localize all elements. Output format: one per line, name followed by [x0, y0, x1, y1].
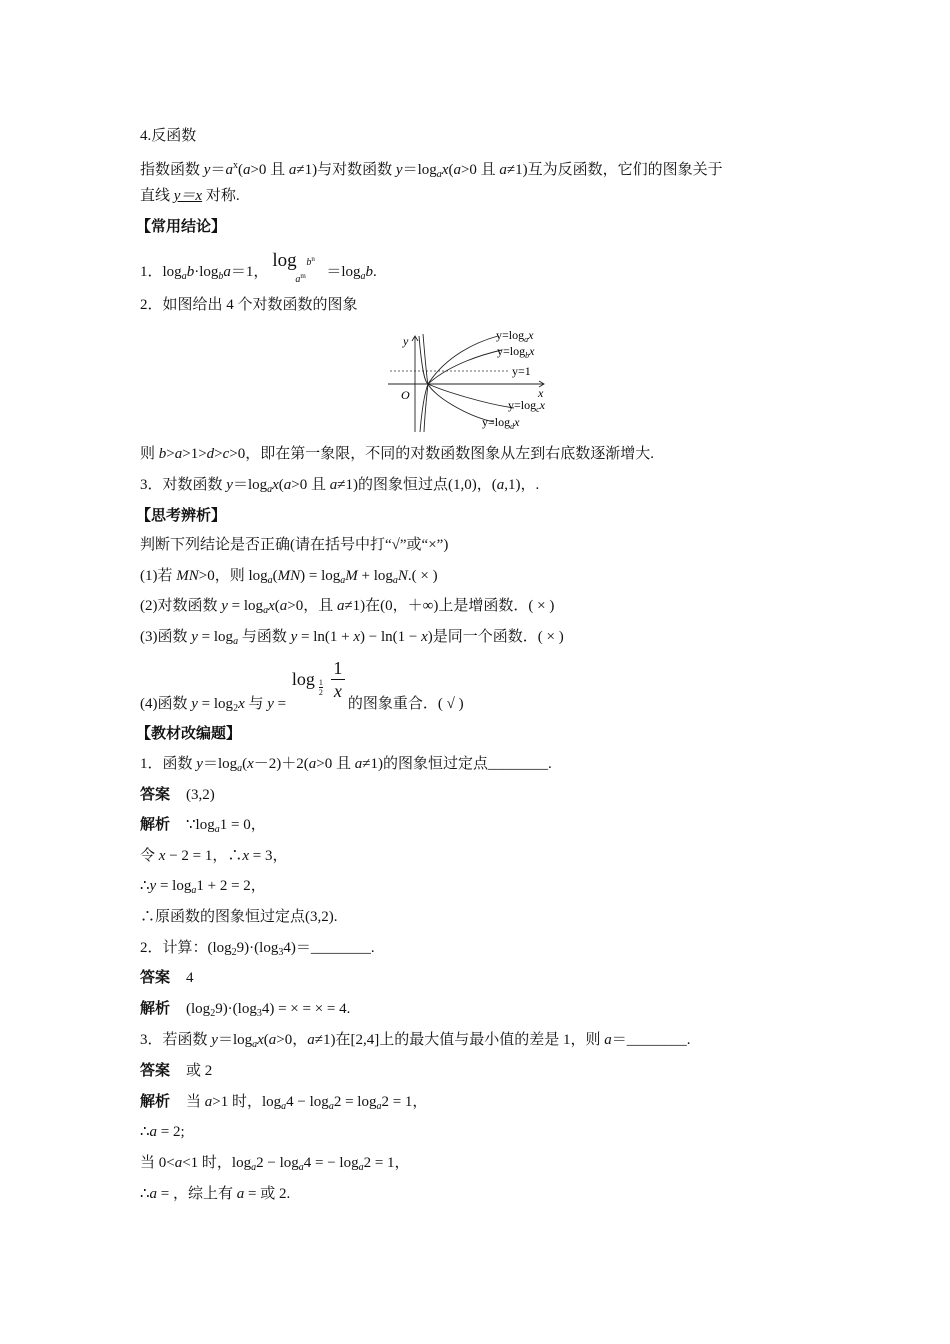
judge-item-3: (3)函数 $y = \log_a$ 与函数 y = ln(1 + x) − ln(1 − x)是同一个函数．( × ) [140, 629, 564, 647]
judge-instructions: 判断下列结论是否正确(请在括号中打“√”或“×”) [140, 537, 449, 553]
label-log-c: $y=\log_cx$ [508, 398, 545, 414]
heading-think-judge: 【思考辨析】 [136, 508, 227, 524]
section-4-line-1: 指数函数 $y=a^x(a>0$ 且 a≠1)与对数函数 $y=\log_ax(a>0$ 且 a≠1)互为反函数，它们的图象关于 [140, 160, 723, 180]
conclusion-1: 1．$\log_ab\cdot\log_ba=1$， log $a^m$ $b^n$ $=\log_ab$. [140, 250, 377, 285]
label-log-a: $y=\log_ax$ [496, 328, 534, 344]
curve-log-d [423, 334, 494, 422]
solution-1-line-2: 令 x − 2 = 1，∴x = 3， [140, 848, 288, 864]
y-equals-1-label: y=1 [512, 364, 531, 378]
conclusion-3: 3．对数函数 $y=\log_ax(a>0$ 且 a≠1)的图象恒过点(1,0)，(a,1)，. [140, 477, 540, 495]
heading-textbook: 【教材改编题】 [136, 726, 242, 742]
judge-item-1: (1)若 MN>0，则 $\log_a(MN) = \log_aM + \log_aN$.( × ) [140, 568, 438, 586]
x-axis-label: x [538, 386, 544, 400]
answer-1: 答案 (3,2) [140, 787, 215, 803]
symmetry-line: y＝x [173, 188, 203, 204]
heading-common-conclusions: 【常用结论】 [136, 219, 227, 235]
solution-2: 解析 $(\log_29)\cdot(\log_34)$ = × = × = 4. [140, 1001, 351, 1019]
section-4-title: 4.反函数 [140, 128, 197, 144]
origin-label: O [401, 388, 410, 402]
solution-1-line-3: ∴y = $\log_a1 + 2 = 2$， [140, 878, 266, 896]
solution-3-line-3: 当 0<a<1 时，$\log_a2 - \log_a4$ = − $\log_a2 = 1$， [140, 1155, 410, 1173]
solution-3-line-1: 解析 当 a>1 时，$\log_a4 - \log_a2 = \log_a2 = 1$， [140, 1094, 428, 1112]
question-2: 2．计算：$(\log_29)\cdot(\log_34)=\_\_\_\_\_\_\_\_$. [140, 940, 375, 958]
solution-3-line-2: ∴a = 2; [140, 1124, 185, 1140]
judge-item-2: (2)对数函数 $y = \log_ax(a>0$，且 a≠1)在(0，＋∞)上是增函数．( × ) [140, 598, 555, 616]
judge-item-4: (4)函数 $y = \log_2x$ 与 y = log 1 2 1 x 的图象重合．( √ ) [140, 658, 464, 714]
section-4-line-2: 直线 y＝x 对称. [140, 188, 240, 204]
conclusion-2: 2．如图给出 4 个对数函数的图象 [140, 297, 358, 313]
y-axis-label: y [403, 334, 409, 348]
log-functions-graph [386, 328, 566, 434]
question-1: 1．函数 $y=\log_a(x-2)+2(a>0$ 且 a≠1)的图象恒过定点________. [140, 756, 552, 774]
label-log-b: $y=\log_bx$ [497, 344, 535, 360]
answer-3: 答案 或 2 [140, 1063, 213, 1079]
log-one-half-fraction: log 1 2 1 x [290, 694, 348, 714]
label-log-d: $y=\log_dx$ [482, 415, 520, 431]
solution-3-line-4: ∴a = ，综上有 a = 或 2. [140, 1186, 291, 1202]
solution-1-line-4: ∴原函数的图象恒过定点(3,2). [140, 909, 338, 925]
solution-1-line-1: 解析 $\because\log_a1 = 0$， [140, 817, 266, 835]
conclusion-2-explanation: 则 b>a>1>d>c>0，即在第一象限，不同的对数函数图象从左到右底数逐渐增大. [140, 446, 655, 462]
answer-2: 答案 4 [140, 970, 194, 986]
question-3: 3．若函数 $y=\log_ax(a>0$，a≠1)在[2,4]上的最大值与最小值的差是 1，则 a＝________. [140, 1032, 691, 1050]
